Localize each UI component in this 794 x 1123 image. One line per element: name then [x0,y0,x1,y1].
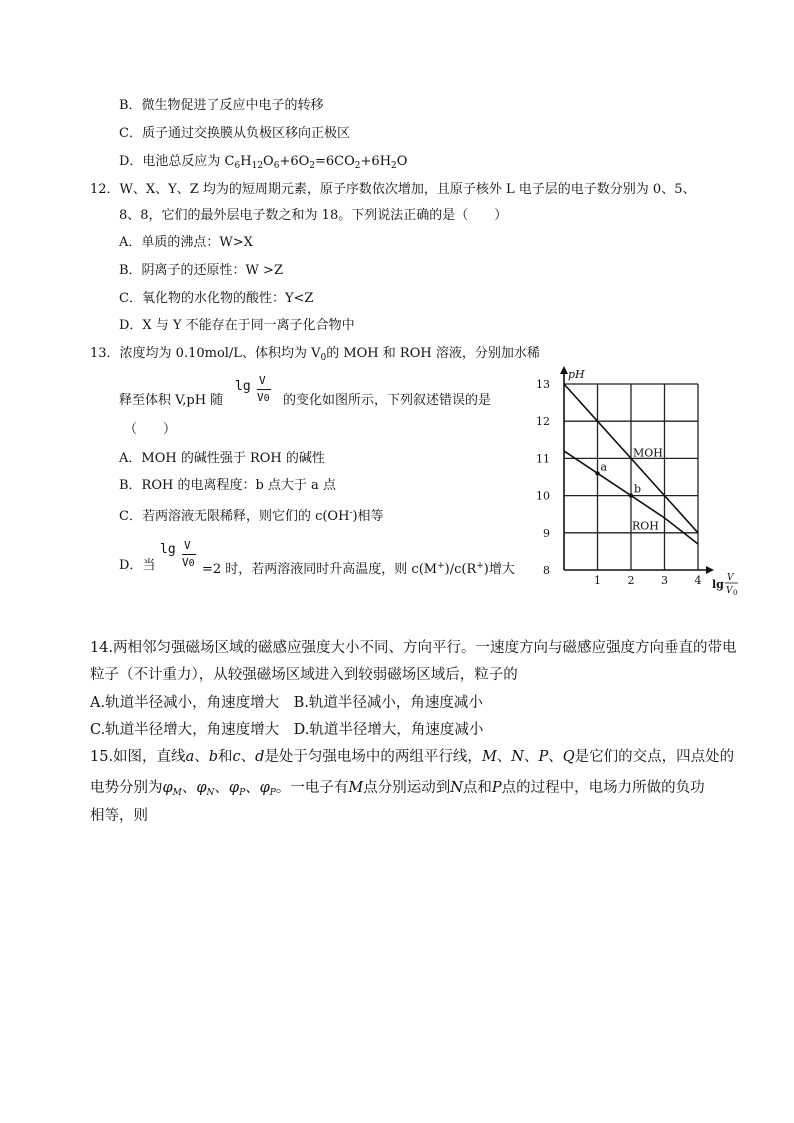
y-axis-arrow [560,366,568,374]
point-a [595,471,599,475]
q11-option-d: D．电池总反应为 $C_6H_{12}O_6+6O_2=6CO_2+6H_2O$ [119,154,408,171]
lg-v-over-v0-fraction [235,374,275,412]
fraction-bar [257,389,271,390]
chart-labels [536,368,738,597]
point-label-a: a [600,460,608,474]
x-tick-label-3: 3 [661,574,668,587]
q13-stem-line-1: 13．浓度均为 0.10mol/L、体积均为 $V_0$的 MOH 和 ROH 溶液，分别加水稀 [90,346,540,363]
point-b [629,493,633,497]
y-tick-label-10: 10 [536,489,550,503]
x-axis-label-lg: lg [712,578,724,591]
y-tick-label-13: 13 [536,378,550,391]
q14-options-cd: C.轨道半径增大，角速度增大 D.轨道半径增大，角速度减小 [90,722,484,738]
chart-axes [560,366,714,574]
x-tick-label-2: 2 [627,574,635,587]
fraction-denominator: V0 [257,391,270,404]
q12-option-d: D．X 与 Y 不能存在于同一离子化合物中 [119,318,355,333]
fraction-denominator: V0 [182,556,195,569]
q11-option-c: C．质子通过交换膜从负极区移向正极区 [119,126,350,141]
q12-stem-line-1: 12．W、X、Y、Z 均为的短周期元素，原子序数依次增加，且原子核外 L 电子层的电子数分别为 0、5、 [90,182,696,197]
q15-stem-line-2: 电势分别为$\varphi_M$、$\varphi_N$、$\varphi_P$、$\varphi_P$。一电子有M点分别运动到N点和P点的过程中，电场力所做的负功 [90,780,705,798]
q14-stem-line-1: 14.两相邻匀强磁场区域的磁感应强度大小不同、方向平行。一速度方向与磁感应强度方向垂直的带电 [90,640,737,656]
x-axis-label-denominator-sub: 0 [733,589,738,597]
q14-options-ab: A.轨道半径减小，角速度增大 B.轨道半径减小，角速度减小 [90,695,483,711]
fraction-numerator: V [184,539,191,552]
q13-answer-brackets: （ ） [124,422,177,437]
q13-option-d-prefix: D．当 [119,558,156,573]
q12-option-a: A．单质的沸点：W>X [119,235,253,250]
ph-dilution-chart [530,358,740,598]
x-axis-label-denominator: V [726,586,733,596]
fraction-lg: lg [235,379,251,394]
series-label-roh: ROH [632,519,659,533]
q13-option-a: A．MOH 的碱性强于 ROH 的碱性 [119,451,325,466]
x-axis-arrow [706,566,714,574]
x-tick-label-4: 4 [694,574,702,587]
chart-grid [564,384,698,570]
fraction-lg: lg [160,542,176,557]
series-label-moh: MOH [633,446,663,460]
q12-stem-line-2: 8、8，它们的最外层电子数之和为 18。下列说法正确的是（ ） [119,208,508,223]
q13-option-b: B．ROH 的电离程度：b 点大于 a 点 [119,478,336,493]
point-label-b: b [634,482,642,496]
q15-stem-line-3: 相等，则 [90,808,148,824]
fraction-numerator: V [259,374,266,387]
q14-stem-line-2: 粒子（不计重力），从较强磁场区域进入到较弱磁场区域后，粒子的 [90,667,518,683]
y-tick-label-11: 11 [536,452,550,466]
y-tick-label-12: 12 [536,415,550,429]
q15-stem-line-1: 15.如图，直线a、b和c、d是处于匀强电场中的两组平行线，M、N、P、Q是它们的交点，四点处的 [90,749,735,765]
q13-option-c: C．若两溶液无限稀释，则它们的 c(OH-)相等 [119,508,384,524]
lg-v-over-v0-fraction-2 [160,539,200,577]
q13-stem-line-2: 释至体积 V,pH 随 [119,393,224,408]
q12-option-c: C．氧化物的水化物的酸性：Y<Z [119,291,314,306]
q13-option-d: =2 时，若两溶液同时升高温度，则 c(M+)/c(R+)增大 [202,561,515,577]
q11-option-b: B．微生物促进了反应中电子的转移 [119,98,324,113]
x-axis-label-numerator: V [727,573,734,583]
fraction-bar [182,554,196,555]
y-axis-label: pH [568,368,585,381]
y-tick-label-8: 8 [543,564,550,577]
q13-stem-line-2b: 的变化如图所示，下列叙述错误的是 [283,393,492,408]
q12-option-b: B．阴离子的还原性：W >Z [119,263,283,278]
x-tick-label-1: 1 [594,574,601,587]
y-tick-label-9: 9 [543,526,550,540]
